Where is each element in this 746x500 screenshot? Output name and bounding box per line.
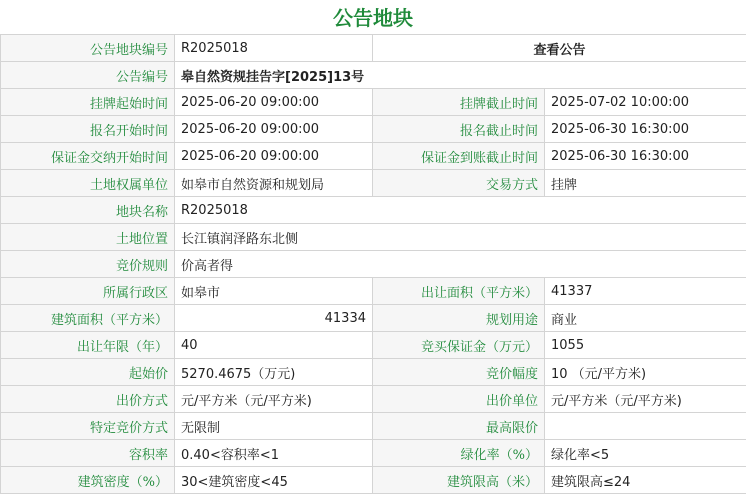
table-row <box>1 386 746 413</box>
increment-label: 竞价幅度 <box>373 359 545 386</box>
price-unit-label: 出价单位 <box>373 386 545 413</box>
density-label: 建筑密度（%） <box>1 467 175 494</box>
build-area-value: 41334 <box>175 305 373 332</box>
ann-no-label: 公告编号 <box>1 62 175 89</box>
max-price-value <box>545 413 746 440</box>
start-price-value: 5270.4675（万元) <box>175 359 373 386</box>
listing-end-value: 2025-07-02 10:00:00 <box>545 89 746 116</box>
reg-end-value: 2025-06-30 16:30:00 <box>545 116 746 143</box>
table-row <box>1 251 746 278</box>
deposit-end-label: 保证金到账截止时间 <box>373 143 545 170</box>
view-announcement-cell <box>373 35 746 62</box>
price-method-value: 元/平方米（元/平方米) <box>175 386 373 413</box>
table-row <box>1 35 746 62</box>
far-value: 0.40<容积率<1 <box>175 440 373 467</box>
listing-end-label: 挂牌截止时间 <box>373 89 545 116</box>
plot-no-value: R2025018 <box>175 35 373 62</box>
listing-start-value: 2025-06-20 09:00:00 <box>175 89 373 116</box>
ann-no-value: 皋自然资规挂告字[2025]13号 <box>175 62 746 89</box>
use-label: 规划用途 <box>373 305 545 332</box>
location-value: 长江镇润泽路东北侧 <box>175 224 746 251</box>
reg-start-value: 2025-06-20 09:00:00 <box>175 116 373 143</box>
build-area-label: 建筑面积（平方米） <box>1 305 175 332</box>
table-row <box>1 413 746 440</box>
table-row <box>1 170 746 197</box>
table-row <box>1 62 746 89</box>
table-row <box>1 224 746 251</box>
plot-info-table <box>0 34 746 494</box>
table-row <box>1 116 746 143</box>
special-rule-label: 特定竞价方式 <box>1 413 175 440</box>
trade-method-label: 交易方式 <box>373 170 545 197</box>
reg-end-label: 报名截止时间 <box>373 116 545 143</box>
area-label: 出让面积（平方米） <box>373 278 545 305</box>
bid-deposit-label: 竞买保证金（万元） <box>373 332 545 359</box>
table-row <box>1 440 746 467</box>
reg-start-label: 报名开始时间 <box>1 116 175 143</box>
special-rule-value: 无限制 <box>175 413 373 440</box>
increment-value: 10 （元/平方米) <box>545 359 746 386</box>
use-value: 商业 <box>545 305 746 332</box>
listing-start-label: 挂牌起始时间 <box>1 89 175 116</box>
density-value: 30<建筑密度<45 <box>175 467 373 494</box>
deposit-end-value: 2025-06-30 16:30:00 <box>545 143 746 170</box>
term-value: 40 <box>175 332 373 359</box>
green-label: 绿化率（%） <box>373 440 545 467</box>
bid-rule-label: 竞价规则 <box>1 251 175 278</box>
table-row <box>1 359 746 386</box>
owner-label: 土地权属单位 <box>1 170 175 197</box>
table-row <box>1 143 746 170</box>
bid-rule-value: 价高者得 <box>175 251 746 278</box>
term-label: 出让年限（年） <box>1 332 175 359</box>
table-row <box>1 332 746 359</box>
table-row <box>1 89 746 116</box>
deposit-start-label: 保证金交纳开始时间 <box>1 143 175 170</box>
area-value: 41337 <box>545 278 746 305</box>
district-label: 所属行政区 <box>1 278 175 305</box>
table-row <box>1 197 746 224</box>
far-label: 容积率 <box>1 440 175 467</box>
owner-value: 如皋市自然资源和规划局 <box>175 170 373 197</box>
plot-no-label: 公告地块编号 <box>1 35 175 62</box>
plot-name-value: R2025018 <box>175 197 746 224</box>
trade-method-value: 挂牌 <box>545 170 746 197</box>
bid-deposit-value: 1055 <box>545 332 746 359</box>
price-method-label: 出价方式 <box>1 386 175 413</box>
table-row <box>1 305 746 332</box>
price-unit-value: 元/平方米（元/平方米) <box>545 386 746 413</box>
table-row <box>1 467 746 494</box>
page-title: 公告地块 <box>333 6 413 30</box>
height-label: 建筑限高（米） <box>373 467 545 494</box>
max-price-label: 最高限价 <box>373 413 545 440</box>
deposit-start-value: 2025-06-20 09:00:00 <box>175 143 373 170</box>
district-value: 如皋市 <box>175 278 373 305</box>
location-label: 土地位置 <box>1 224 175 251</box>
green-value: 绿化率<5 <box>545 440 746 467</box>
table-row <box>1 278 746 305</box>
start-price-label: 起始价 <box>1 359 175 386</box>
plot-name-label: 地块名称 <box>1 197 175 224</box>
view-announcement-link[interactable]: 查看公告 <box>533 42 586 58</box>
height-value: 建筑限高≤24 <box>545 467 746 494</box>
